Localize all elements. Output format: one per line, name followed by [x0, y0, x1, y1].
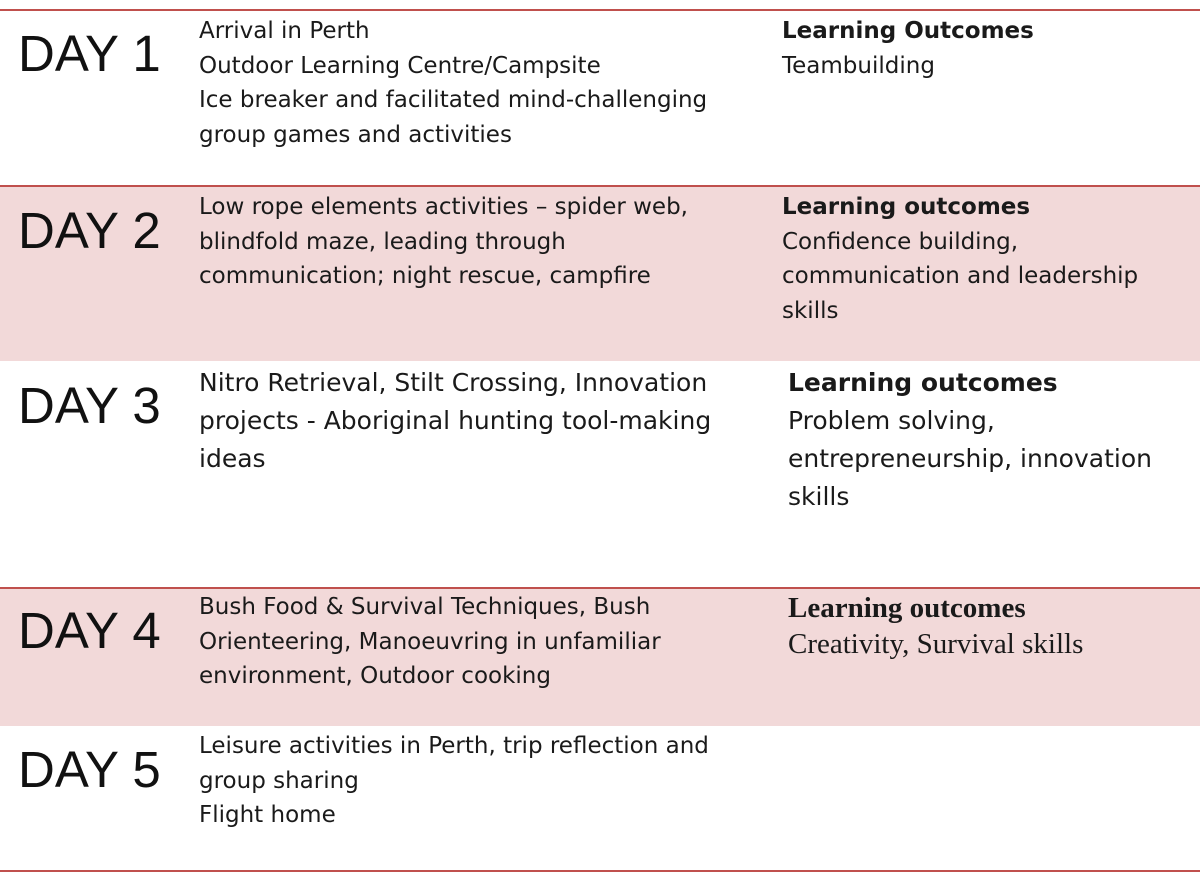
outcome-line: Teambuilding [782, 52, 935, 79]
outcome-line: Confidence building, [782, 228, 1019, 255]
outcomes-heading: Learning Outcomes [782, 18, 1034, 44]
activity-line: Nitro Retrieval, Stilt Crossing, Innovation [199, 368, 708, 397]
day-3-activities [199, 364, 759, 478]
outcome-line: entrepreneurship, innovation [788, 444, 1152, 473]
activity-line: Bush Food & Survival Techniques, Bush [199, 594, 651, 620]
top-rule [0, 9, 1200, 11]
activity-line: Leisure activities in Perth, trip reflection and [199, 733, 709, 759]
activity-line: Ice breaker and facilitated mind-challenging [199, 87, 708, 114]
activity-line: Arrival in Perth [199, 18, 370, 44]
activity-line: communication; night rescue, campfire [199, 263, 651, 290]
day-1-activities [199, 14, 759, 152]
day-2-activities [199, 190, 759, 294]
outcomes-heading: Learning outcomes [782, 194, 1031, 220]
day-3-label: DAY 3 [18, 377, 161, 434]
activity-line: environment, Outdoor cooking [199, 663, 551, 690]
activity-line: projects - Aboriginal hunting tool-making [199, 406, 712, 435]
outcomes-heading: Learning outcomes [788, 368, 1058, 397]
day-2-outcomes [782, 190, 1192, 328]
activity-line: Flight home [199, 802, 336, 829]
day-4-outcomes [788, 590, 1198, 662]
day-3-outcomes [788, 364, 1198, 516]
outcome-line: Creativity, Survival skills [788, 628, 1084, 660]
day-2-rule [0, 185, 1200, 187]
activity-line: Orienteering, Manoeuvring in unfamiliar [199, 628, 661, 655]
activity-line: group games and activities [199, 121, 512, 148]
activity-line: Outdoor Learning Centre/Campsite [199, 52, 601, 79]
outcomes-heading: Learning outcomes [788, 592, 1026, 624]
activity-line: group sharing [199, 767, 359, 794]
day-1-outcomes [782, 14, 1192, 83]
outcome-line: communication and leadership [782, 263, 1139, 290]
activity-line: blindfold maze, leading through [199, 228, 566, 255]
outcome-line: skills [788, 482, 850, 511]
day-4-activities [199, 590, 759, 694]
day-4-rule [0, 587, 1200, 589]
outcome-line: skills [782, 297, 839, 324]
bottom-rule [0, 870, 1200, 872]
day-5-activities [199, 729, 759, 833]
day-4-label: DAY 4 [18, 602, 161, 659]
activity-line: Low rope elements activities – spider web, [199, 194, 688, 220]
day-5-label: DAY 5 [18, 741, 161, 798]
outcome-line: Problem solving, [788, 406, 995, 435]
activity-line: ideas [199, 444, 266, 473]
day-2-label: DAY 2 [18, 202, 161, 259]
day-1-label: DAY 1 [18, 25, 161, 82]
